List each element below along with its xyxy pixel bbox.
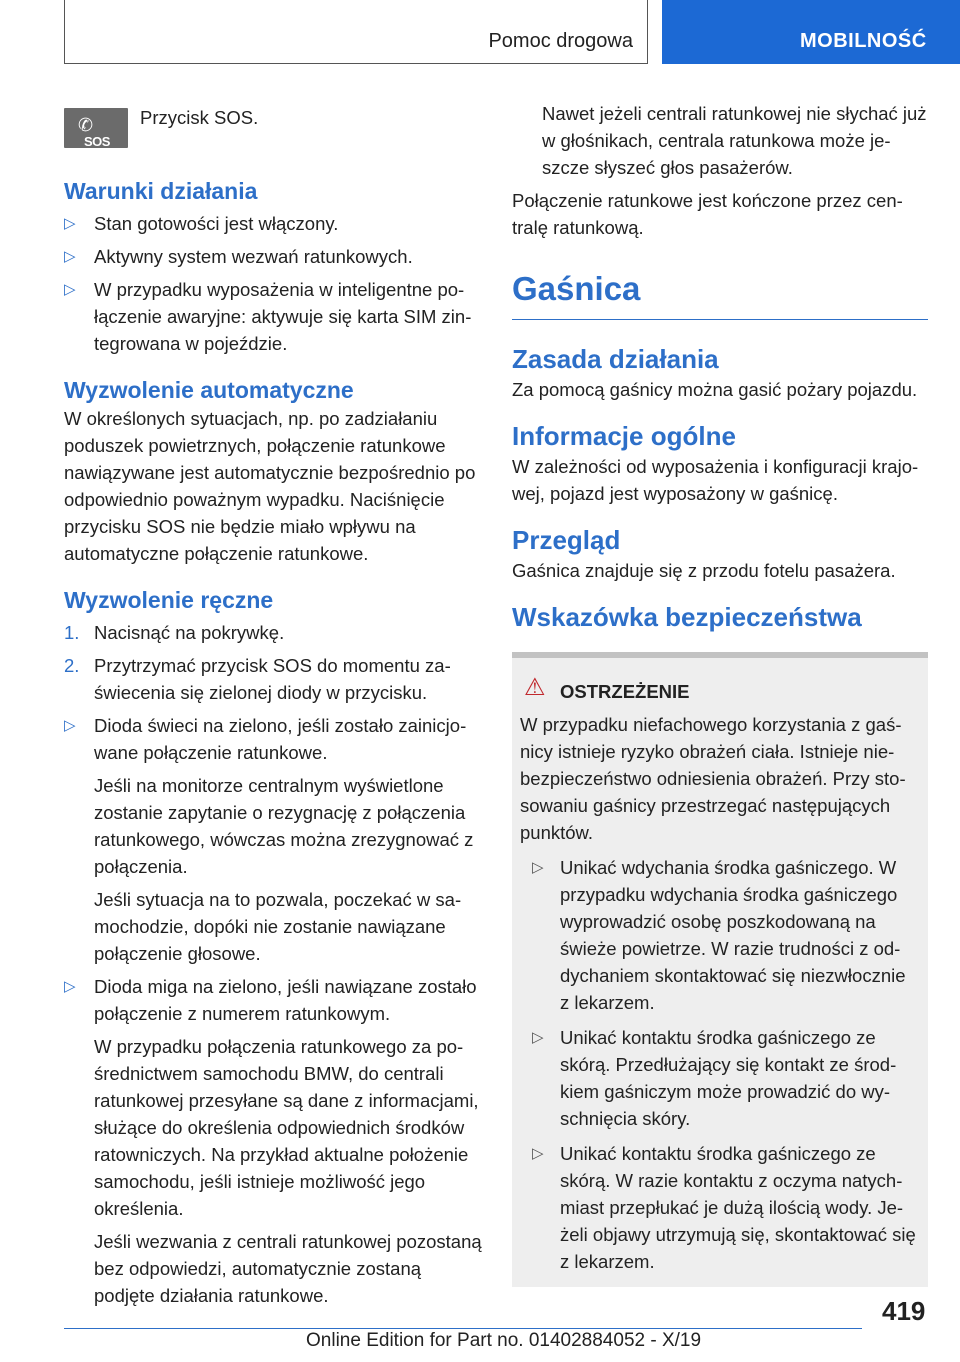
warning-triangle-icon: ⚠ <box>524 674 546 701</box>
heading-safety: Wskazówka bezpieczeństwa <box>512 602 862 632</box>
step-item: 1. Nacisnąć na pokrywkę. <box>64 622 285 643</box>
triangle-bullet-icon: ▷ <box>64 248 76 265</box>
header-section-box <box>64 0 648 64</box>
sos-label: Przycisk SOS. <box>140 107 259 128</box>
triangle-bullet-icon: ▷ <box>532 1029 544 1046</box>
list-item: ▷ Unikać kontaktu środka gaśniczego ze skórą. Przedłużający się kontakt ze środkiem gaśniczym może prowadzić do wyschnięcia skóry. <box>520 1024 918 1132</box>
triangle-bullet-icon: ▷ <box>532 1145 544 1162</box>
footer-edition: Online Edition for Part no. 01402884052 - X/19 <box>306 1330 702 1351</box>
warning-title: ⚠ OSTRZEŻENIE <box>524 674 690 702</box>
paragraph: Połączenie ratunkowe jest kończone przez centralę ratunkową. <box>512 190 903 238</box>
heading-rule <box>512 319 928 320</box>
heading-manual-trigger: Wyzwolenie ręczne <box>64 587 274 613</box>
heading-auto-trigger: Wyzwolenie automatyczne <box>64 377 354 403</box>
list-item: ▷ Dioda miga na zielono, jeśli nawiązane zostało połączenie z numerem ratunkowym. <box>64 973 484 1027</box>
sos-button-icon <box>64 108 128 148</box>
triangle-bullet-icon: ▷ <box>64 215 76 232</box>
warning-text: W przypadku niefachowego korzystania z gaśnicy istnieje ryzyko obrażeń ciała. Istnieje niebezpieczeństwo odniesienia obrażeń. Przy stosowaniu gaśnicy przestrzegać następujących punktów. <box>520 714 906 843</box>
auto-trigger-text: W określonych sytuacjach, np. po zadziałaniu poduszek powietrznych, połączenie ratunkowe nawiązywane jest automatycznie bezpośrednio po odpowiednio poważnym wypadku. Naciśnięcie przycisku SOS nie będzie miało wpływu na automatyczne połączenie ratunkowe. <box>64 408 476 564</box>
list-item: ▷ Dioda świeci na zielono, jeśli zostało zainicjowane połączenie ratunkowe. <box>64 712 484 766</box>
chapter-title: MOBILNOŚĆ <box>800 30 927 52</box>
heading-conditions: Warunki działania <box>64 178 258 204</box>
paragraph: Za pomocą gaśnicy można gasić pożary pojazdu. <box>512 379 918 400</box>
section-title: Pomoc drogowa <box>488 30 633 52</box>
sos-row <box>64 100 484 150</box>
triangle-bullet-icon: ▷ <box>64 717 76 734</box>
page-number: 419 <box>882 1296 926 1326</box>
list-item: ▷ Aktywny system wezwań ratunkowych. <box>64 243 484 270</box>
sub-paragraph: Nawet jeżeli centrali ratunkowej nie słychać już w głośnikach, centrala ratunkowa może jeszcze słyszeć głos pasażerów. <box>542 103 927 178</box>
triangle-bullet-icon: ▷ <box>64 281 76 298</box>
paragraph: W zależności od wyposażenia i konfiguracji krajowej, pojazd jest wyposażony w gaśnicę. <box>512 456 919 504</box>
heading-extinguisher: Gaśnica <box>512 270 641 307</box>
footer-rule <box>64 1328 862 1329</box>
list-item: ▷ W przypadku wyposażenia w inteligentne połączenie awaryjne: aktywuje się karta SIM zintegrowana w pojeździe. <box>64 276 484 357</box>
sub-paragraph: Jeśli sytuacja na to pozwala, poczekać w samochodzie, dopóki nie zostanie nawiązane połączenie głosowe. <box>94 889 462 964</box>
sos-icon-text: SOS <box>84 134 110 149</box>
list-item: ▷ Unikać wdychania środka gaśniczego. W przypadku wdychania środka gaśniczego wyprowadzić osobę poszkodowaną na świeże powietrze. W razie trudności z oddychaniem skontaktować się niezwłocznie z lekarzem. <box>520 854 918 1016</box>
heading-general: Informacje ogólne <box>512 421 736 451</box>
sub-paragraph: Jeśli na monitorze centralnym wyświetlone zostanie zapytanie o rezygnację z połączenia ratunkowego, wówczas można zrezygnować z połączenia. <box>94 775 474 877</box>
list-item: ▷ Unikać kontaktu środka gaśniczego ze skórą. W razie kontaktu z oczyma natychmiast przepłukać je dużą ilością wody. Jeżeli objawy utrzymują się, skontaktować się z lekarzem. <box>520 1140 918 1275</box>
header-chapter-box <box>662 0 960 64</box>
sub-paragraph: W przypadku połączenia ratunkowego za pośrednictwem samochodu BMW, do centrali ratunkowej przesyłane są dane z informacjami, służące do określenia odpowiednich środków ratowniczych. Na przykład aktualne położenie samochodu, jeśli istnieje możliwość jego określenia. <box>94 1036 479 1219</box>
sub-paragraph: Jeśli wezwania z centrali ratunkowej pozostaną bez odpowiedzi, automatycznie zostaną podjęte działania ratunkowe. <box>94 1231 482 1306</box>
paragraph: Gaśnica znajduje się z przodu fotelu pasażera. <box>512 560 896 581</box>
left-column <box>64 100 484 1309</box>
phone-icon: ✆ <box>78 115 94 135</box>
heading-overview: Przegląd <box>512 525 621 555</box>
list-item: ▷ Stan gotowości jest włączony. <box>64 210 484 237</box>
right-column <box>512 100 928 1287</box>
step-item: 2. Przytrzymać przycisk SOS do momentu zaświecenia się zielonej diody w przycisku. <box>64 655 451 703</box>
triangle-bullet-icon: ▷ <box>532 859 544 876</box>
heading-principle: Zasada działania <box>512 344 719 374</box>
triangle-bullet-icon: ▷ <box>64 978 76 995</box>
warning-box <box>512 652 928 1287</box>
